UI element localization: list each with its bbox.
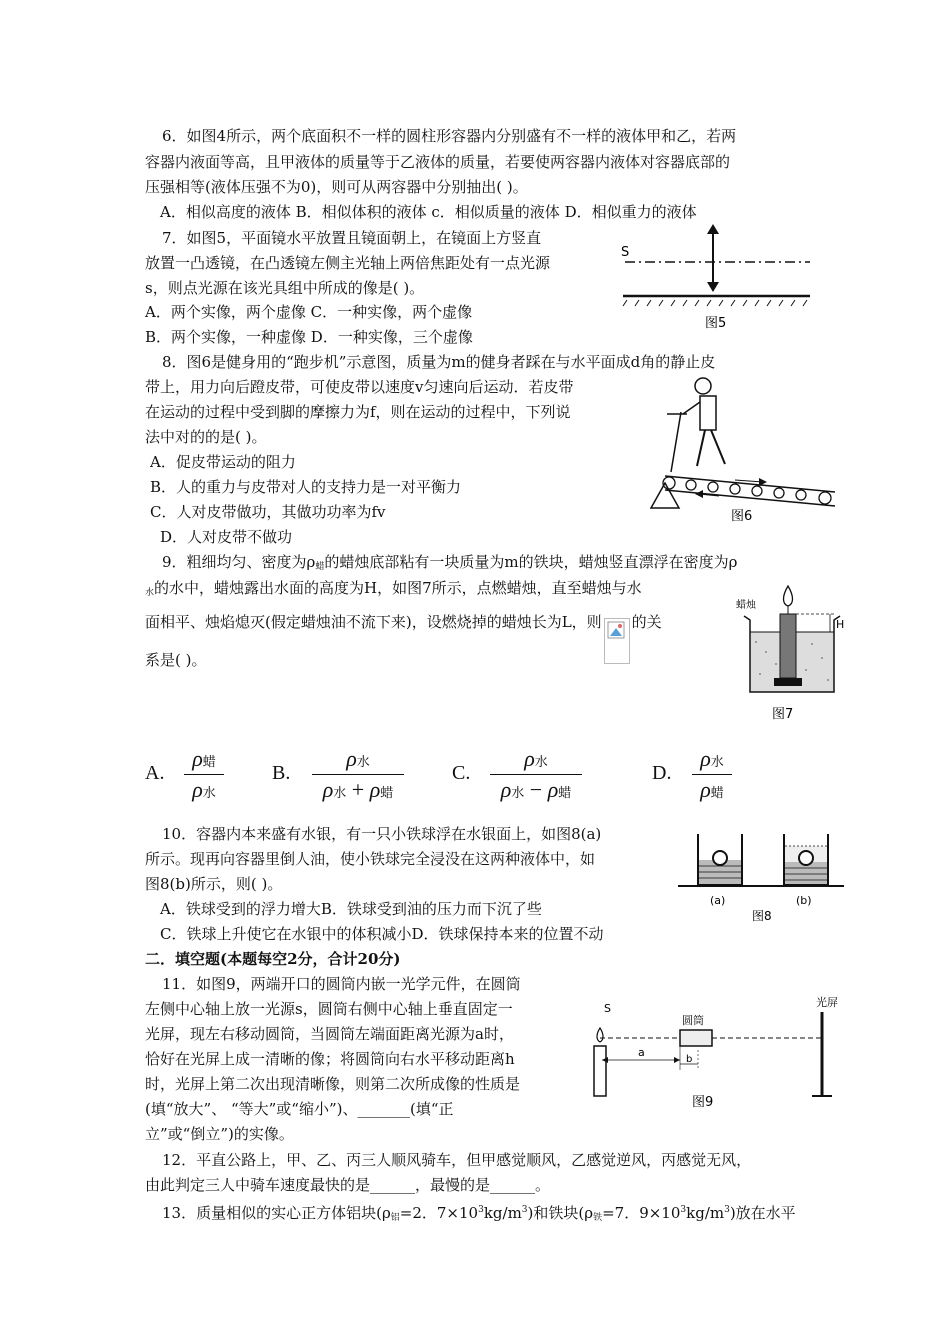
q13-part3: kg/m bbox=[483, 1204, 522, 1222]
q12-line1: 12．平直公路上，甲、乙、丙三人顺风骑车，但甲感觉顺风，乙感觉逆风，丙感觉无风， bbox=[162, 1151, 752, 1169]
rho-symbol: ρ bbox=[192, 777, 203, 802]
q8-line4: 法中对的的是( )。 bbox=[145, 428, 267, 446]
q13-line1 bbox=[162, 1200, 796, 1228]
q7-options-bd: B．两个实像，一种虚像 D．一种实像，三个虚像 bbox=[145, 328, 473, 346]
q9-line1 bbox=[162, 552, 737, 577]
fig8-b-label: (b) bbox=[796, 894, 812, 907]
fig7-caption: 图7 bbox=[772, 707, 794, 722]
q9-line2-sub: 水 bbox=[145, 588, 155, 598]
q13-exp1: 3 bbox=[478, 1205, 484, 1215]
q8-option-b: B．人的重力与皮带对人的支持力是一对平衡力 bbox=[150, 478, 462, 496]
fig9-tube-label: 圆筒 bbox=[682, 1014, 704, 1027]
q13-part1: 13．质量相似的实心正方体铝块(ρ bbox=[162, 1204, 391, 1222]
q9-line3-b: 的关 bbox=[631, 613, 662, 631]
q8-option-d: D．人对皮带不做功 bbox=[160, 528, 293, 546]
q8-option-c: C．人对皮带做功，其做功功率为fv bbox=[150, 503, 386, 521]
q8-line3: 在运动的过程中受到脚的摩擦力为f，则在运动的过程中，下列说 bbox=[145, 403, 571, 421]
q7-line1: 7．如图5，平面镜水平放置且镜面朝上，在镜面上方竖直 bbox=[162, 229, 542, 247]
fig9-s-label: S bbox=[604, 1002, 611, 1015]
figure-5 bbox=[615, 222, 815, 334]
q9-line3-a: 面相平、烛焰熄灭(假定蜡烛油不流下来)，设燃烧掉的蜡烛长为L，则 bbox=[145, 613, 602, 631]
section-2-heading: 二．填空题(本题每空2分，合计20分) bbox=[145, 950, 401, 968]
q10-line2: 所示。现再向容器里倒人油，使小铁球完全浸没在这两种液体中，如 bbox=[145, 850, 596, 868]
q9-line4: 系是( )。 bbox=[145, 651, 207, 669]
rho-symbol: ρ bbox=[369, 777, 381, 802]
q7-line2: 放置一凸透镜，在凸透镜左侧主光轴上两倍焦距处有一点光源 bbox=[145, 254, 551, 272]
q11-line5: 时，光屏上第二次出现清晰像，则第二次所成像的性质是 bbox=[145, 1075, 521, 1093]
rho-symbol: ρ bbox=[547, 777, 559, 802]
q10-line1: 10．容器内本来盛有水银，有一只小铁球浮在水银面上，如图8(a) bbox=[162, 825, 602, 843]
q9-option-c-label: C. bbox=[452, 762, 471, 784]
figure-7 bbox=[732, 572, 850, 724]
fig7-candle-label: 蜡烛 bbox=[736, 600, 756, 611]
fig9-caption: 图9 bbox=[692, 1095, 714, 1110]
q7-line3: s，则点光源在该光具组中所成的像是( )。 bbox=[145, 279, 425, 297]
q11-line1: 11．如图9，两端开口的圆筒内嵌一光学元件，在圆筒 bbox=[162, 975, 521, 993]
minus-sign: − bbox=[524, 777, 548, 802]
fig6-caption: 图6 bbox=[731, 509, 753, 524]
sub-water: 水 bbox=[356, 754, 370, 769]
q6-line2: 容器内液面等高，且甲液体的质量等于乙液体的质量，若要使两容器内液体对容器底部的 bbox=[145, 153, 731, 171]
q13-part6: kg/m bbox=[686, 1204, 725, 1222]
fig8-caption: 图8 bbox=[752, 909, 772, 923]
q13-part2: =2．7×10 bbox=[399, 1204, 479, 1222]
sub-water: 水 bbox=[534, 754, 548, 769]
q9-option-d-label: D. bbox=[652, 762, 672, 784]
q9-line1-a: 9．粗细均匀、密度为ρ bbox=[162, 553, 316, 571]
q9-option-d-fraction bbox=[692, 746, 732, 803]
q13-part7: )放在水平 bbox=[729, 1204, 796, 1222]
q8-option-a: A．促皮带运动的阻力 bbox=[150, 453, 296, 471]
q6-line1: 6．如图4所示，两个底面积不一样的圆柱形容器内分别盛有不一样的液体甲和乙，若两 bbox=[162, 127, 737, 145]
rho-symbol: ρ bbox=[500, 777, 512, 802]
figure-8 bbox=[676, 826, 846, 926]
fig9-b-label: b bbox=[686, 1054, 693, 1065]
q13-part5: =7．9×10 bbox=[602, 1204, 681, 1222]
q9-option-c-fraction bbox=[490, 746, 582, 803]
sub-wax: 蜡 bbox=[380, 785, 394, 800]
q9-line3 bbox=[145, 612, 662, 664]
rho-symbol: ρ bbox=[700, 777, 711, 802]
q10-line3: 图8(b)所示，则( )。 bbox=[145, 875, 283, 893]
q12-line2: 由此判定三人中骑车速度最快的是______，最慢的是______。 bbox=[145, 1176, 551, 1194]
sub-water: 水 bbox=[710, 754, 724, 769]
q9-line2-b: 的水中，蜡烛露出水面的高度为H，如图7所示，点燃蜡烛，直至蜡烛与水 bbox=[154, 579, 642, 597]
q6-line3: 压强相等(液体压强不为0)，则可从两容器中分别抽出( )。 bbox=[145, 178, 528, 196]
sub-water: 水 bbox=[202, 785, 216, 800]
q7-options-ac: A．两个实像，两个虚像 C．一种实像，两个虚像 bbox=[145, 303, 473, 321]
figure-6 bbox=[645, 372, 845, 540]
q13-sub-al: 铝 bbox=[390, 1213, 400, 1223]
fig9-screen-label: 光屏 bbox=[816, 996, 838, 1009]
q11-line7: 立”或“倒立”)的实像。 bbox=[145, 1125, 294, 1143]
q13-part4: )和铁块(ρ bbox=[527, 1204, 594, 1222]
q6-options: A．相似高度的液体 B．相似体积的液体 c．相似质量的液体 D．相似重力的液体 bbox=[160, 203, 697, 221]
sub-water: 水 bbox=[511, 785, 525, 800]
q9-line1-sub: 蜡 bbox=[315, 562, 325, 572]
q9-option-b-label: B. bbox=[272, 762, 291, 784]
q9-line1-b: 的蜡烛底部粘有一块质量为m的铁块，蜡烛竖直漂浮在密度为ρ bbox=[324, 553, 738, 571]
broken-image-icon bbox=[604, 618, 630, 664]
fig7-h-label: H bbox=[836, 618, 845, 631]
q9-option-a-label: A. bbox=[145, 762, 165, 784]
fig5-caption: 图5 bbox=[705, 316, 727, 331]
plus-sign: + bbox=[346, 777, 370, 802]
rho-symbol: ρ bbox=[346, 746, 357, 771]
sub-wax: 蜡 bbox=[710, 785, 724, 800]
q8-line1: 8．图6是健身用的“跑步机”示意图，质量为m的健身者踩在与水平面成d角的静止皮 bbox=[162, 353, 716, 371]
q13-exp2: 3 bbox=[521, 1205, 528, 1215]
q11-line4: 恰好在光屏上成一清晰的像；将圆筒向右水平移动距离h bbox=[145, 1050, 515, 1068]
q13-exp3: 3 bbox=[680, 1205, 687, 1215]
fig5-s-label: S bbox=[621, 245, 630, 260]
rho-symbol: ρ bbox=[524, 746, 535, 771]
figure-9 bbox=[588, 986, 840, 1112]
sub-wax: 蜡 bbox=[202, 754, 216, 769]
q13-exp4: 3 bbox=[724, 1205, 730, 1215]
q10-option-ab: A．铁球受到的浮力增大B．铁球受到油的压力而下沉了些 bbox=[160, 900, 542, 918]
q9-line2 bbox=[145, 578, 642, 603]
sub-water: 水 bbox=[333, 785, 347, 800]
fig9-a-label: a bbox=[638, 1046, 645, 1059]
fig8-a-label: (a) bbox=[710, 894, 726, 907]
rho-symbol: ρ bbox=[322, 777, 334, 802]
sub-wax: 蜡 bbox=[558, 785, 572, 800]
q11-line2: 左侧中心轴上放一光源s，圆筒右侧中心轴上垂直固定一 bbox=[145, 1000, 513, 1018]
q10-option-cd: C．铁球上升使它在水银中的体积减小D．铁球保持本来的位置不动 bbox=[160, 925, 604, 943]
q11-line3: 光屏，现左右移动圆筒，当圆筒左端面距离光源为a时， bbox=[145, 1025, 514, 1043]
rho-symbol: ρ bbox=[192, 746, 203, 771]
rho-symbol: ρ bbox=[700, 746, 711, 771]
q13-sub-fe: 铁 bbox=[593, 1213, 603, 1223]
q8-line2: 带上，用力向后蹬皮带，可使皮带以速度v匀速向后运动．若皮带 bbox=[145, 378, 574, 396]
q11-line6: (填“放大”、 “等大”或“缩小”)、_______(填“正 bbox=[145, 1100, 454, 1118]
q9-option-b-fraction bbox=[312, 746, 404, 803]
q9-option-a-fraction bbox=[184, 746, 224, 803]
